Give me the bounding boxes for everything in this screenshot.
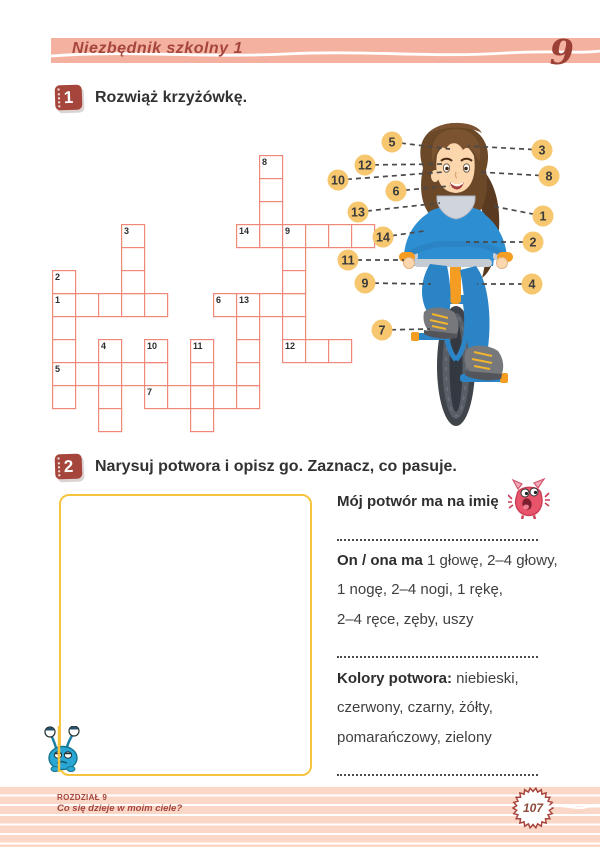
crossword-number: 2 <box>55 272 61 282</box>
exercise-2-header <box>55 454 457 479</box>
crossword-cell[interactable] <box>260 202 283 225</box>
crossword-number: 10 <box>147 341 158 351</box>
exercise-1-instruction: Rozwiąż krzyżówkę. <box>95 88 248 106</box>
crossword-number: 3 <box>124 226 130 236</box>
footer-wave-line <box>548 801 600 813</box>
crossword-cell[interactable] <box>168 386 191 409</box>
exercise-1-badge: 1 <box>55 85 83 111</box>
red-monster-icon <box>508 477 550 519</box>
exercise-1-header <box>55 85 247 110</box>
crossword-cell[interactable] <box>283 294 306 317</box>
answer-dotted-line[interactable] <box>337 640 538 658</box>
crossword-cell[interactable] <box>237 340 260 363</box>
drawing-box[interactable] <box>59 494 312 776</box>
shoe-left <box>423 308 458 339</box>
girl-on-bike-illustration <box>399 123 513 426</box>
crossword-number: 7 <box>147 387 153 397</box>
crossword-number: 6 <box>216 295 222 305</box>
description-line: 1 nogę, 2–4 nogi, 1 rękę, <box>337 581 503 599</box>
description-line: 2–4 ręce, zęby, uszy <box>337 610 474 628</box>
unit-page-number: 9 <box>549 32 574 73</box>
crossword-cell[interactable] <box>122 294 145 317</box>
crossword-cell[interactable] <box>237 363 260 386</box>
footer-page-number: 107 <box>522 801 544 815</box>
crossword-cell[interactable] <box>122 271 145 294</box>
exercise-2-instruction: Narysuj potwora i opisz go. Zaznacz, co pasuje. <box>95 457 457 475</box>
callout-number-14: 14 <box>376 230 390 245</box>
crossword-number: 14 <box>239 226 250 236</box>
answer-dotted-line[interactable] <box>337 758 538 776</box>
description-line: pomarańczowy, zielony <box>337 728 492 746</box>
callout-number-5: 5 <box>388 135 396 150</box>
exercise-2-badge: 2 <box>55 454 83 480</box>
footer-chapter: ROZDZIAŁ 9 <box>57 793 108 802</box>
header-band <box>51 32 600 73</box>
answer-dotted-line[interactable] <box>337 523 538 541</box>
crossword-cell[interactable] <box>260 225 283 248</box>
crossword-cell[interactable] <box>99 294 122 317</box>
teal-monster-icon <box>43 726 88 772</box>
callout-number-12: 12 <box>358 158 372 173</box>
crossword-cell[interactable] <box>283 317 306 340</box>
crossword-cell[interactable] <box>145 294 168 317</box>
crossword-cell[interactable] <box>191 386 214 409</box>
callout-number-11: 11 <box>341 253 355 268</box>
crossword-cell[interactable] <box>283 248 306 271</box>
crossword-number: 1 <box>55 295 61 305</box>
crossword-cell[interactable] <box>237 386 260 409</box>
crossword-cell[interactable] <box>99 386 122 409</box>
crossword-cell[interactable] <box>145 363 168 386</box>
crossword-cell[interactable] <box>122 248 145 271</box>
crossword-number: 9 <box>285 226 291 236</box>
callout-number-1: 1 <box>539 209 547 224</box>
crossword-number: 11 <box>193 341 203 351</box>
monster-description <box>337 493 558 787</box>
crossword-cell[interactable] <box>214 386 237 409</box>
crossword-cell[interactable] <box>76 294 99 317</box>
crossword-cell[interactable] <box>53 317 76 340</box>
crossword-cell[interactable] <box>99 409 122 432</box>
crossword-cell[interactable] <box>76 363 99 386</box>
body-parts-diagram <box>320 115 582 447</box>
callout-number-6: 6 <box>392 184 400 199</box>
crossword-cell[interactable] <box>260 179 283 202</box>
crossword-cell[interactable] <box>191 363 214 386</box>
description-line: czerwony, czarny, żółty, <box>337 699 493 717</box>
unit-title: Niezbędnik szkolny 1 <box>72 40 243 57</box>
callout-number-4: 4 <box>528 277 536 292</box>
description-line: On / ona ma 1 głowę, 2–4 głowy, <box>337 551 558 569</box>
callout-number-9: 9 <box>361 276 369 291</box>
callout-number-2: 2 <box>529 235 537 250</box>
crossword-number: 13 <box>239 295 250 305</box>
footer-chapter-subtitle: Co się dzieje w moim ciele? <box>57 803 183 814</box>
callout-line-12 <box>365 164 442 165</box>
crossword-cell[interactable] <box>53 340 76 363</box>
crossword-cell[interactable] <box>260 294 283 317</box>
crossword-number: 4 <box>101 341 107 351</box>
crossword-cell[interactable] <box>237 317 260 340</box>
crossword-number: 8 <box>262 157 268 167</box>
crossword-number: 12 <box>285 341 296 351</box>
description-line: Mój potwór ma na imię <box>337 493 499 510</box>
crossword-cell[interactable] <box>283 271 306 294</box>
description-line: Kolory potwora: niebieski, <box>337 669 519 687</box>
crossword-number: 5 <box>55 364 61 374</box>
shoe-right <box>464 346 503 381</box>
callout-number-13: 13 <box>351 205 365 220</box>
crossword-cell[interactable] <box>99 363 122 386</box>
crossword-cell[interactable] <box>122 363 145 386</box>
callout-number-3: 3 <box>538 143 546 158</box>
callout-number-7: 7 <box>378 323 386 338</box>
crossword-cell[interactable] <box>191 409 214 432</box>
callout-number-10: 10 <box>331 173 345 188</box>
callout-line-8 <box>478 172 549 176</box>
callout-number-8: 8 <box>545 169 553 184</box>
footer-band <box>0 787 600 847</box>
crossword-cell[interactable] <box>53 386 76 409</box>
